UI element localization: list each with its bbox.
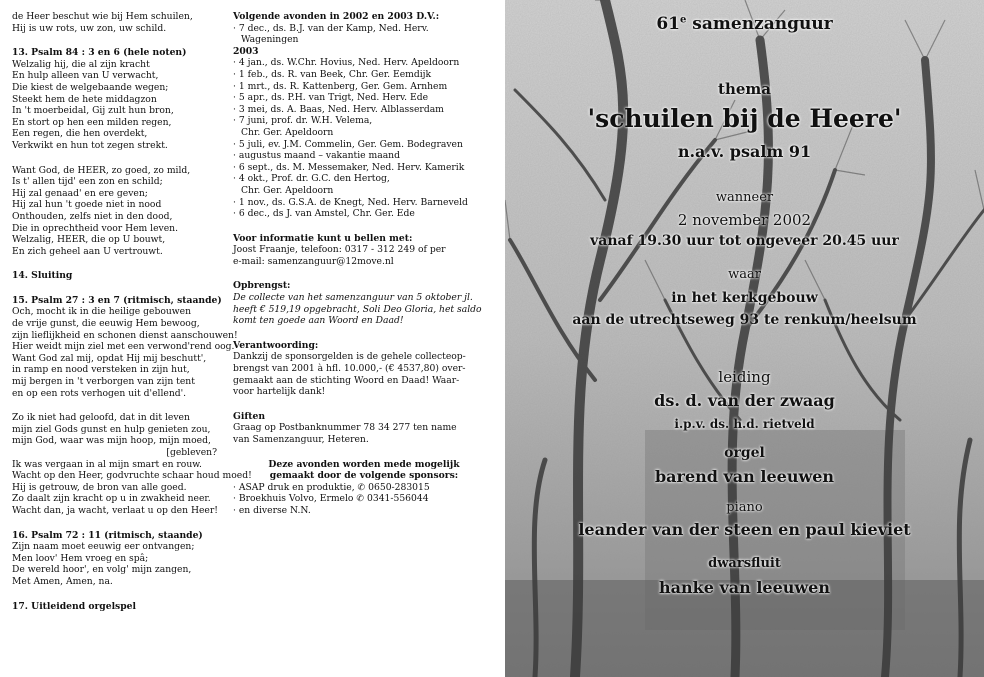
info-lines — [233, 244, 495, 267]
text-line: · 5 apr., ds. P.H. van Trigt, Ned. Herv. Ede — [233, 92, 429, 104]
orgel-label: orgel — [724, 445, 765, 461]
thema-subtitle: n.a.v. psalm 91 — [677, 142, 812, 161]
giften-heading: Giften — [233, 410, 266, 422]
avonden-heading: Volgende avonden in 2002 en 2003 D.V.: — [233, 11, 440, 22]
text-line: Chr. Ger. Apeldoorn — [241, 184, 334, 196]
text-line: Is t' allen tijd' een zon en schild; — [12, 176, 163, 188]
avonden-2003-list — [233, 57, 495, 219]
cover-panel — [505, 0, 984, 677]
thema-title: 'schuilen bij de Heere' — [587, 104, 902, 133]
text-line: komt ten goede aan Woord en Daad! — [233, 315, 404, 327]
trees-background — [505, 0, 984, 677]
text-line: mij bergen in 't verborgen van zijn tent — [12, 376, 195, 388]
text-line: Wacht dan, ja wacht, verlaat u op den Heer! — [12, 504, 218, 516]
text-line: · 4 okt., Prof. dr. G.C. den Hertog, — [233, 173, 390, 185]
text-line: de vrije gunst, die eeuwig Hem bewoog, — [12, 318, 200, 330]
text-line: gemaakt aan de stichting Woord en Daad! Waar- — [233, 374, 460, 386]
piano-label: piano — [726, 500, 763, 515]
psalm27-gebleven: [gebleven? — [166, 447, 217, 458]
text-line: voor hartelijk dank! — [233, 386, 326, 398]
text-line: Die kiest de welgebaande wegen; — [12, 81, 169, 93]
text-line: brengst van 2001 à hfl. 10.000,- (€ 4537,80) over- — [233, 363, 466, 375]
text-line: gemaakt door de volgende sponsors: — [269, 470, 459, 482]
orgelspel-heading: 17. Uitleidend orgelspel — [12, 600, 136, 612]
text-line: Dankzij de sponsorgelden is de gehele collecteop- — [233, 351, 466, 363]
sponsors-heading — [233, 459, 495, 482]
text-line: mijn ziel Gods gunst en hulp genieten zou, — [12, 423, 211, 435]
text-line: Hij is uw rots, uw zon, uw schild. — [12, 22, 167, 34]
text-line: · 1 mrt., ds. R. Kattenberg, Ger. Gem. Arnhem — [233, 80, 448, 92]
text-line: Met Amen, Amen, na. — [12, 575, 113, 587]
text-line: De collecte van het samenzanguur van 5 oktober jl. — [233, 292, 473, 304]
text-line: · 5 juli, ev. J.M. Commelin, Ger. Gem. Bodegraven — [233, 138, 463, 150]
text-line: · augustus maand – vakantie maand — [233, 150, 400, 162]
text-line: in ramp en nood versteken in zijn hut, — [12, 364, 190, 376]
datum: 2 november 2002 — [677, 211, 812, 229]
avonden-2002-list — [233, 23, 495, 46]
text-line: Hij zal hun 't goede niet in nood — [12, 199, 162, 211]
psalm27-verse2c — [12, 458, 252, 517]
text-line: · Broekhuis Volvo, Ermelo ✆ 0341-556044 — [233, 493, 429, 505]
psalm72-heading: 16. Psalm 72 : 11 (ritmisch, staande) — [12, 529, 203, 541]
leiding-name: ds. d. van der zwaag — [654, 391, 835, 410]
text-line: Zijn naam moet eeuwig eer ontvangen; — [12, 541, 195, 553]
text-line: Deze avonden worden mede mogelijk — [268, 458, 460, 470]
text-line: Welzalig, HEER, die op U bouwt, — [12, 234, 166, 246]
psalm27-verse2a — [12, 412, 217, 447]
psalm84-heading: 13. Psalm 84 : 3 en 6 (hele noten) — [12, 47, 187, 59]
plaats-line1: in het kerkgebouw — [671, 290, 818, 306]
text-line: Men loov' Hem vroeg en spâ; — [12, 552, 149, 564]
thema-label: thema — [718, 80, 771, 98]
wanneer-label: wanneer — [715, 190, 774, 205]
text-line: · 7 dec., ds. B.J. van der Kamp, Ned. Herv. — [233, 22, 429, 34]
text-line: Graag op Postbanknummer 78 34 277 ten name — [233, 422, 457, 434]
text-line: · 3 mei, ds. A. Baas, Ned. Herv. Alblasserdam — [233, 103, 444, 115]
text-line: In 't moerbeidal, Gij zult hun bron, — [12, 105, 174, 117]
text-line: Die in oprechtheid voor Hem leven. — [12, 222, 179, 234]
year-2003: 2003 — [233, 45, 259, 57]
text-line: · 6 sept., ds. M. Messemaker, Ned. Herv. Kamerik — [233, 161, 465, 173]
text-line: mijn God, waar was mijn hoop, mijn moed, — [12, 435, 211, 447]
text-line: Onthouden, zelfs niet in den dood, — [12, 210, 173, 222]
middle-column — [233, 0, 495, 517]
text-line: zijn lieflijkheid en schonen dienst aanschouwen! — [12, 329, 238, 341]
text-line: Zo daalt zijn kracht op u in zwakheid neer. — [12, 493, 211, 505]
sponsors-list — [233, 482, 495, 517]
text-line: en op een rots verhogen uit d'ellend'. — [12, 387, 187, 399]
piano-names: leander van der steen en paul kieviet — [578, 520, 911, 539]
text-line: Hij is getrouw, de bron van alle goed. — [12, 481, 187, 493]
text-line: Och, mocht ik in die heilige gebouwen — [12, 306, 192, 318]
text-line: Hier weidt mijn ziel met een verwond'rend oog. — [12, 341, 235, 353]
text-line: · 6 dec., ds J. van Amstel, Chr. Ger. Ede — [233, 208, 415, 220]
text-line: En hulp alleen van U verwacht, — [12, 70, 159, 82]
text-line: Een regen, die hen overdekt, — [12, 128, 148, 140]
text-line: Wacht op den Heer, godvruchte schaar houd moed! — [12, 470, 252, 482]
text-line: e-mail: samenzanguur@12move.nl — [233, 255, 394, 267]
text-line: Want God zal mij, opdat Hij mij beschutt', — [12, 352, 207, 364]
waar-label: waar — [728, 267, 761, 282]
text-line: Welzalig hij, die al zijn kracht — [12, 58, 150, 70]
plaats-line2: aan de utrechtseweg 93 te renkum/heelsum — [572, 312, 917, 328]
text-line: · 4 jan., ds. W.Chr. Hovius, Ned. Herv. Apeldoorn — [233, 57, 460, 69]
text-line: Wageningen — [241, 34, 299, 46]
text-line: Joost Fraanje, telefoon: 0317 - 312 249 of per — [233, 244, 446, 256]
psalm27-verse1 — [12, 306, 238, 399]
text-line: Steekt hem de hete middagzon — [12, 93, 157, 105]
tijd: vanaf 19.30 uur tot ongeveer 20.45 uur — [590, 233, 899, 249]
psalm72-verse1 — [12, 541, 217, 587]
text-line: De wereld hoor', en volg' mijn zangen, — [12, 564, 192, 576]
text-line: · 7 juni, prof. dr. W.H. Velema, — [233, 115, 373, 127]
psalm84-verse2 — [12, 165, 217, 258]
verantwoording-heading: Verantwoording: — [233, 339, 319, 351]
text-line: Ik was vergaan in al mijn smart en rouw. — [12, 458, 202, 470]
giften-lines — [233, 422, 495, 445]
cover-title: 61e samenzanguur — [656, 14, 833, 34]
text-line: En zich geheel aan U vertrouwt. — [12, 245, 163, 257]
opbrengst-heading: Opbrengst: — [233, 280, 291, 292]
text-line: heeft € 519,19 opgebracht, Soli Deo Gloria, het saldo — [233, 303, 482, 315]
text-line: Verkwikt en hun tot zegen strekt. — [12, 139, 168, 151]
verantwoording-lines — [233, 351, 495, 397]
text-line: · ASAP druk en produktie, ✆ 0650-283015 — [233, 481, 430, 493]
text-line: En stort op hen een milden regen, — [12, 116, 172, 128]
dwarsfluit-name: hanke van leeuwen — [659, 578, 830, 597]
orgel-name: barend van leeuwen — [654, 467, 835, 486]
text-line: · 1 nov., ds. G.S.A. de Knegt, Ned. Herv. Barneveld — [233, 196, 468, 208]
psalm84-verse1 — [12, 59, 217, 152]
leiding-label: leiding — [718, 368, 771, 386]
leiding-sub: i.p.v. ds. h.d. rietveld — [674, 417, 815, 431]
text-line: Want God, de HEER, zo goed, zo mild, — [12, 164, 191, 176]
text-line: · en diverse N.N. — [233, 504, 311, 516]
opbrengst-lines — [233, 292, 495, 327]
text-line: Zo ik niet had geloofd, dat in dit leven — [12, 412, 190, 424]
text-line: de Heer beschut wie bij Hem schuilen, — [12, 11, 193, 22]
dwarsfluit-label: dwarsfluit — [708, 556, 781, 571]
text-line: · 1 feb., ds. R. van Beek, Chr. Ger. Eemdijk — [233, 68, 432, 80]
text-line: Chr. Ger. Apeldoorn — [241, 126, 334, 138]
info-heading: Voor informatie kunt u bellen met: — [233, 232, 413, 244]
psalm27-heading: 15. Psalm 27 : 3 en 7 (ritmisch, staande) — [12, 294, 222, 306]
text-line: Hij zal genaad' en ere geven; — [12, 187, 148, 199]
text-line: van Samenzanguur, Heteren. — [233, 434, 369, 445]
intro-lines — [12, 11, 217, 34]
sluiting-heading: 14. Sluiting — [12, 270, 73, 282]
